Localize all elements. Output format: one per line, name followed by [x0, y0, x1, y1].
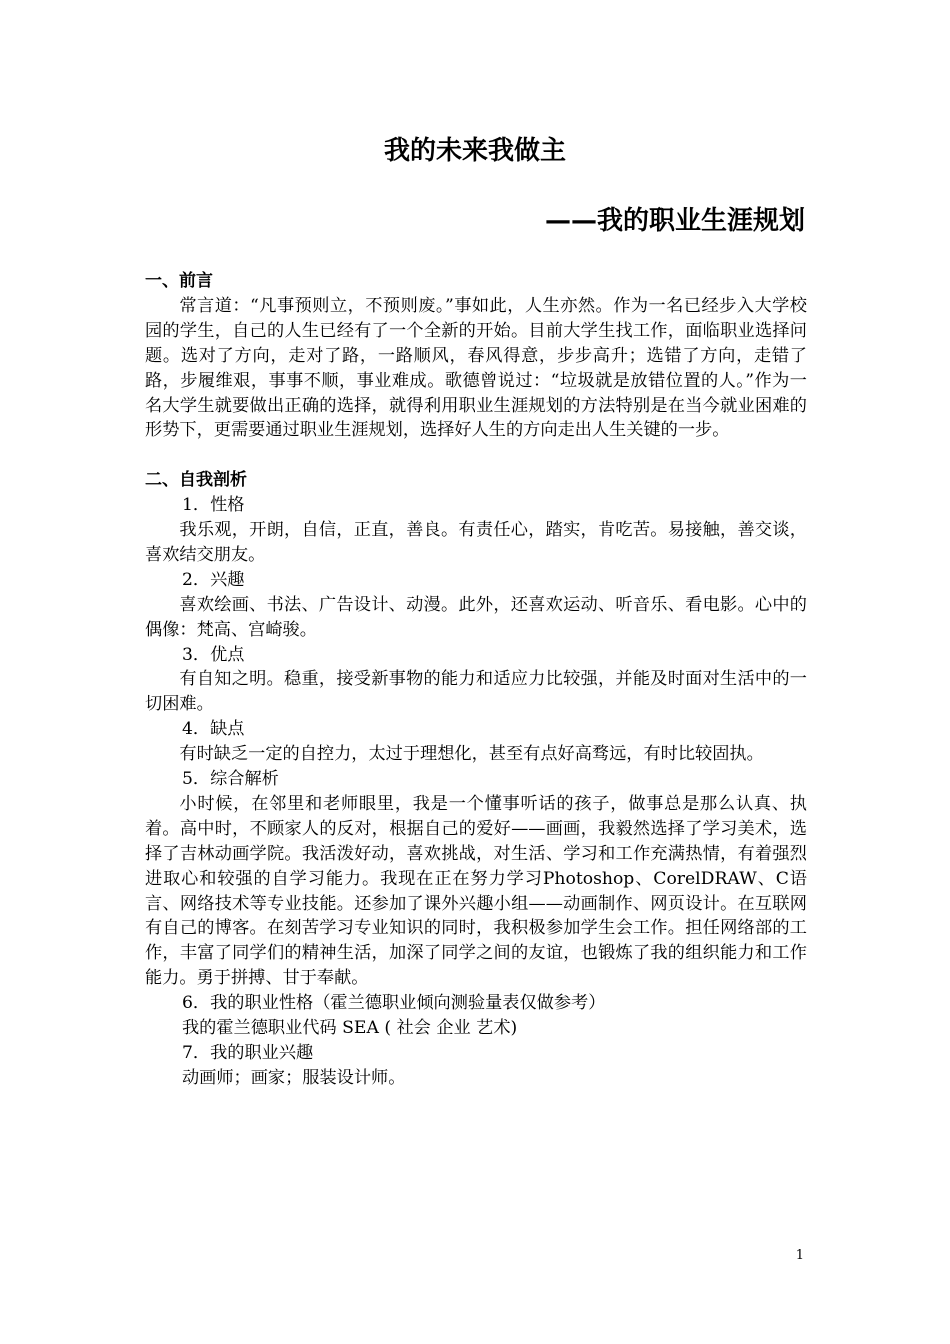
subsection-label-weaknesses: 4．缺点 — [181, 719, 245, 740]
subsection-text-interests: 喜欢绘画、书法、广告设计、动漫。此外，还喜欢运动、听音乐、看电影。心中的偶像：梵高、宫崎骏。 — [145, 594, 807, 640]
document-subtitle: ——我的职业生涯规划 — [544, 206, 805, 236]
subsection-text-weaknesses: 有时缺乏一定的自控力，太过于理想化，甚至有点好高骛远，有时比较固执。 — [179, 744, 764, 765]
subsection-text-personality: 我乐观，开朗，自信，正直，善良。有责任心，踏实，肯吃苦。易接触，善交谈，喜欢结交朋友。 — [145, 520, 807, 565]
subsection-text-career-personality: 我的霍兰德职业代码 SEA ( 社会 企业 艺术) — [181, 1018, 518, 1039]
preface-paragraph: 常言道：“凡事预则立，不预则废。”事如此，人生亦然。作为一名已经步入大学校园的学生，自己的人生已经有了一个全新的开始。目前大学生找工作，面临职业选择问题。选对了方向，走对了路，一路顺风，春风得意，步步高升；选错了方向，走错了路，步履维艰，事事不顺，事业难成。歌德曾说过：“垃圾就是放错位置的人。”作为一名大学生就要做出正确的选择，就得利用职业生涯规划的方法特别是在当今就业困难的形势下，更需要通过职业生涯规划，选择好人生的方向走出人生关键的一步。 — [145, 295, 807, 441]
section-spacer — [145, 443, 807, 468]
section-heading-preface: 一、前言 — [145, 271, 213, 291]
subsection-text-strengths: 有自知之明。稳重，接受新事物的能力和适应力比较强，并能及时面对生活中的一切困难。 — [145, 669, 807, 715]
subsection-label-career-personality: 6．我的职业性格（霍兰德职业倾向测验量表仅做参考） — [181, 993, 606, 1014]
subsection-label-personality: 1．性格 — [181, 495, 245, 516]
subsection-label-strengths: 3．优点 — [181, 644, 245, 665]
document-body — [145, 269, 807, 1091]
subsection-label-career-interests: 7．我的职业兴趣 — [181, 1042, 314, 1063]
section-heading-self-analysis: 二、自我剖析 — [145, 470, 247, 491]
document-title: 我的未来我做主 — [383, 136, 566, 166]
subsection-text-overall-analysis: 小时候，在邻里和老师眼里，我是一个懂事听话的孩子，做事总是那么认真、执着。高中时，不顾家人的反对，根据自己的爱好——画画，我毅然选择了学习美术，选择了吉林动画学院。我活泼好动，喜欢挑战，对生活、学习和工作充满热情，有着强烈进取心和较强的自学习能力。我现在正在努力学习Photoshop、CorelDRAW、C语言、网络技术等专业技能。还参加了课外兴趣小组——动画制作、网页设计。在互联网有自己的博客。在刻苦学习专业知识的同时，我积极参加学生会工作。担任网络部的工作，丰富了同学们的精神生活，加深了同学之间的友谊，也锻炼了我的组织能力和工作能力。勇于拼搏、甘于奉献。 — [145, 793, 807, 989]
subsection-text-career-interests: 动画师；画家；服装设计师。 — [181, 1067, 406, 1088]
subsection-label-overall-analysis: 5．综合解析 — [181, 769, 279, 790]
subsection-label-interests: 2．兴趣 — [181, 569, 245, 590]
page-number: 1 — [795, 1248, 804, 1263]
